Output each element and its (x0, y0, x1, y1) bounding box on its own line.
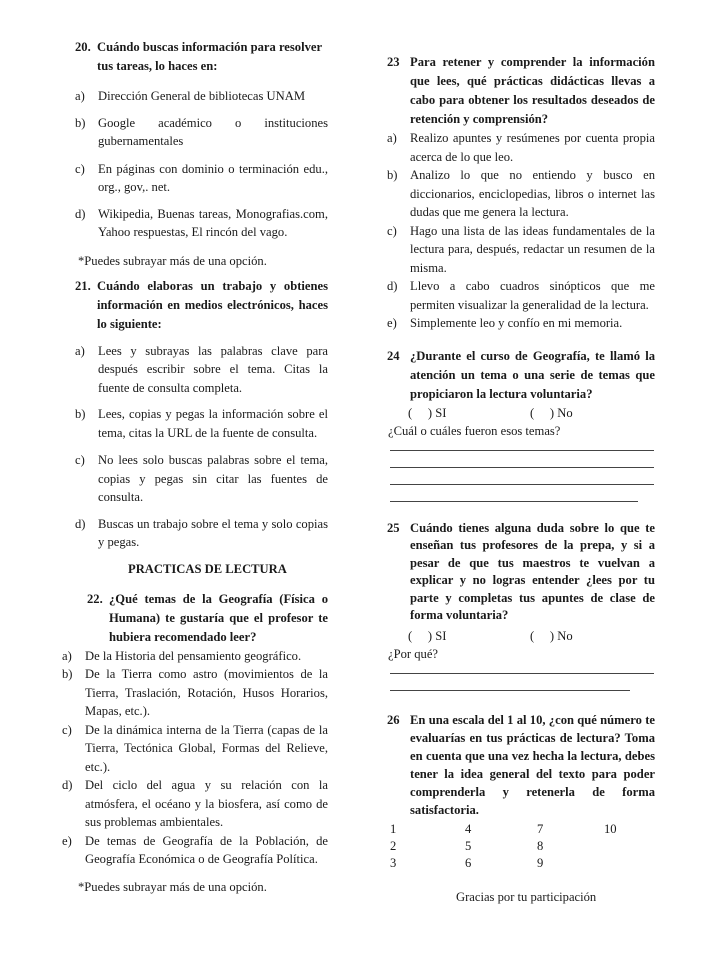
option-label: a) (75, 343, 85, 358)
question-25 (387, 520, 655, 625)
option-label: c) (62, 722, 72, 737)
option-label: b) (387, 168, 398, 182)
q23-option-e[interactable] (387, 314, 655, 333)
closing-text: Gracias por tu participación (456, 889, 597, 904)
question-text: ¿Qué temas de la Geografía (Física o Humana) te gustaría que el profesor te hubiera recomendado leer? (109, 591, 328, 644)
q22-option-a[interactable] (62, 647, 328, 666)
option-text: En páginas con dominio o terminación edu., org., gov,. net. (98, 161, 328, 194)
option-label: e) (387, 316, 397, 330)
question-text: Cuándo tienes alguna duda sobre lo que te enseñan tus profesores de la prepa, y si a pesar de que tus maestros te vuelvan a explicar y no logras entender ¿lees por tu parte y completas tus apuntes de clase de forma voluntaria? (410, 520, 655, 622)
answer-line[interactable] (390, 673, 654, 674)
question-text: En una escala del 1 al 10, ¿con qué número te evaluarías en tus prácticas de lectura? Toma en cuenta que una vez hecha la lectura, debes tener la idea general del texto para poder comprenderla y retenerla de forma satisfactoria. (410, 712, 655, 817)
q23-option-d[interactable] (387, 277, 655, 314)
option-label: a) (75, 89, 85, 103)
q21-option-b[interactable] (75, 405, 328, 442)
option-label: d) (387, 279, 398, 293)
option-label: c) (75, 453, 85, 467)
question-number: 23 (387, 55, 400, 69)
option-text: Wikipedia, Buenas tareas, Monografias.com, Yahoo respuestas, El rincón del vago. (98, 206, 328, 239)
option-text: Lees y subrayas las palabras clave para después escribir sobre el tema. Citas la fuente de consulta completa. (98, 343, 328, 395)
q20-option-b[interactable] (75, 114, 328, 151)
note: *Puedes subrayar más de una opción. (78, 253, 267, 268)
question-24 (387, 347, 655, 404)
answer-line[interactable] (390, 467, 654, 468)
option-label: d) (62, 778, 73, 792)
option-label: a) (387, 131, 397, 145)
option-text: De la Tierra como astro (movimientos de la Tierra, Traslación, Rotación, Husos Horarios, Mapas, etc.). (85, 667, 328, 718)
option-text: De la Historia del pensamiento geográfico. (85, 648, 302, 663)
q22-option-d[interactable] (62, 776, 328, 832)
answer-line[interactable] (390, 501, 638, 502)
option-text: Analizo lo que no entiendo y busco en diccionarios, enciclopedias, libros o internet las dudas que me genera la lectura. (410, 168, 655, 219)
scale-option[interactable]: 9 (537, 855, 544, 870)
answer-line[interactable] (390, 690, 630, 691)
option-text: Hago una lista de las ideas fundamentales de la lectura para, después, redactar un resumen de la misma. (410, 223, 655, 275)
q22-option-c[interactable] (62, 721, 328, 777)
question-22 (87, 590, 328, 647)
question-number: 22. (87, 591, 103, 606)
option-text: Del ciclo del agua y su relación con la atmósfera, el océano y la biosfera, así como de sus problemas ambientales. (85, 778, 328, 829)
option-text: De la dinámica interna de la Tierra (capas de la Tierra, Tectónica Global, Formas del Relieve, etc.). (85, 722, 328, 774)
option-text: Llevo a cabo cuadros sinópticos que me permiten visualizar la generalidad de la lectura. (410, 279, 655, 312)
option-text: Buscas un trabajo sobre el tema y solo copias y pegas. (98, 516, 328, 549)
answer-line[interactable] (390, 484, 654, 485)
question-23 (387, 53, 655, 129)
question-number: 26 (387, 712, 400, 727)
option-text: Dirección General de bibliotecas UNAM (98, 89, 306, 103)
option-text: Simplemente leo y confío en mi memoria. (410, 316, 623, 330)
option-text: De temas de Geografía de la Población, de Geografía Económica o de Geografía Política. (85, 833, 328, 866)
option-label: e) (62, 833, 72, 848)
option-text: Realizo apuntes y resúmenes por cuenta propia acerca de lo que leo. (410, 131, 655, 164)
q22-option-e[interactable] (62, 832, 328, 869)
q20-option-a[interactable] (75, 87, 328, 106)
q22-option-b[interactable] (62, 665, 328, 721)
followup-prompt: ¿Por qué? (388, 646, 439, 661)
option-label: d) (75, 206, 86, 221)
q20-option-c[interactable] (75, 160, 328, 197)
rating-scale (390, 821, 655, 872)
scale-option[interactable]: 7 (537, 821, 544, 836)
followup-prompt: ¿Cuál o cuáles fueron esos temas? (388, 423, 561, 438)
scale-option[interactable]: 1 (390, 821, 397, 836)
option-label: c) (387, 223, 397, 238)
right-column (387, 53, 655, 906)
scale-option[interactable]: 8 (537, 838, 544, 853)
left-column (62, 38, 328, 896)
option-label: b) (75, 407, 86, 421)
q25-answer-row (387, 627, 655, 645)
question-26 (387, 711, 655, 819)
question-number: 21. (75, 278, 91, 293)
option-label: a) (62, 648, 72, 663)
question-number: 24 (387, 348, 400, 363)
question-number: 25 (387, 520, 400, 535)
scale-option[interactable]: 3 (390, 855, 397, 870)
option-label: b) (62, 667, 73, 681)
q23-option-a[interactable] (387, 129, 655, 166)
yes-checkbox[interactable]: ( ) SI (408, 405, 447, 420)
question-21 (75, 277, 328, 334)
question-text: Para retener y comprender la información que lees, qué prácticas didácticas llevas a cabo para obtener los resultados deseados de retención y comprensión? (410, 55, 655, 126)
scale-option[interactable]: 5 (465, 838, 472, 853)
q24-answer-row (387, 404, 655, 422)
question-20 (75, 38, 328, 76)
question-text: ¿Durante el curso de Geografía, te llamó la atención un tema o una serie de temas que propiciaron la lectura voluntaria? (410, 348, 655, 401)
q20-option-d[interactable] (75, 205, 328, 242)
scale-option[interactable]: 6 (465, 855, 472, 870)
scale-option[interactable]: 10 (604, 821, 617, 836)
option-label: d) (75, 516, 86, 531)
option-text: Lees, copias y pegas la información sobre el tema, citas la URL de la fuente de consulta. (98, 407, 328, 440)
q21-option-c[interactable] (75, 451, 328, 507)
option-label: c) (75, 161, 85, 176)
option-label: b) (75, 115, 86, 130)
answer-line[interactable] (390, 450, 654, 451)
section-heading: PRACTICAS DE LECTURA (128, 561, 287, 576)
question-number: 20. (75, 40, 91, 54)
no-checkbox[interactable]: ( ) No (530, 628, 573, 643)
q23-option-c[interactable] (387, 222, 655, 278)
note: *Puedes subrayar más de una opción. (78, 879, 267, 894)
no-checkbox[interactable]: ( ) No (530, 405, 573, 420)
q21-option-d[interactable] (75, 515, 328, 552)
option-text: No lees solo buscas palabras sobre el tema, copias y pegas sin citar las fuentes de consulta. (98, 453, 328, 504)
question-text: Cuándo buscas información para resolver tus tareas, lo haces en: (97, 40, 322, 73)
yes-checkbox[interactable]: ( ) SI (408, 628, 447, 643)
option-text: Google académico o instituciones gubernamentales (98, 115, 328, 148)
q23-option-b[interactable] (387, 166, 655, 222)
question-text: Cuándo elaboras un trabajo y obtienes información en medios electrónicos, haces lo siguiente: (97, 278, 328, 331)
q21-option-a[interactable] (75, 342, 328, 398)
scale-option[interactable]: 4 (465, 821, 472, 836)
scale-option[interactable]: 2 (390, 838, 397, 853)
